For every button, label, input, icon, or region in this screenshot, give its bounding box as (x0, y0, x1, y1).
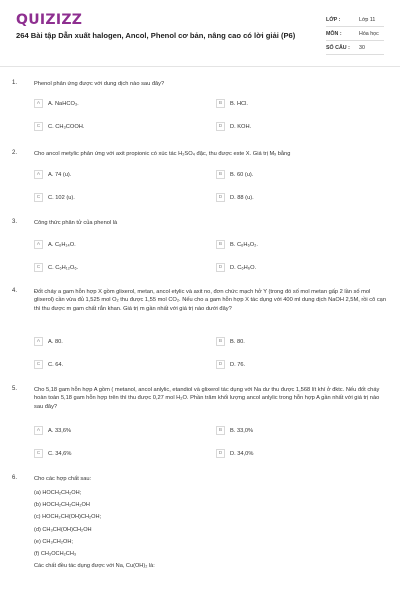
option-d[interactable] (216, 359, 245, 370)
option-text: D. KOH. (230, 123, 252, 130)
question-number: 6. (12, 475, 18, 481)
header-divider (0, 66, 400, 67)
meta-value: 30 (359, 45, 365, 51)
list-item: Các chất đều tác dụng được với Na, Cu(OH)₂ là: (34, 563, 155, 570)
option-letter-box: A (34, 426, 43, 435)
document-header (0, 0, 400, 62)
option-letter-box: A (34, 99, 43, 108)
question-text: Cho 5,18 gam hỗn hợp A gồm ( metanol, ancol anlylic, etandiol và glixerol tác dụng với Na dư thu được 1,568 lít khí ở đktc. Nếu đốt cháy hoàn toàn 5,18 gam hỗn hợp trên thì thu được 0,27 mol H₂O. Phần trăm khối lượng ancol anlylic trong hỗn hợp A gần nhất với giá trị nào sau đây? (34, 387, 380, 410)
option-text: C. 102 (u). (48, 194, 75, 201)
option-letter-box: D (216, 263, 225, 272)
option-text: D. 76. (230, 361, 246, 368)
document-title: 264 Bài tập Dẫn xuất halogen, Ancol, Phenol cơ bản, nâng cao có lời giải (P6) (16, 31, 296, 40)
option-a[interactable] (34, 239, 76, 250)
compound-list (34, 490, 155, 575)
option-letter-box: C (34, 263, 43, 272)
list-item: (c) HOCH₂CH(OH)CH₂OH; (34, 514, 102, 521)
option-text: C. CH₃COOH. (48, 123, 85, 130)
question-number: 5. (12, 386, 18, 392)
option-c[interactable] (34, 262, 78, 273)
option-d[interactable] (216, 448, 253, 459)
option-letter-box: B (216, 240, 225, 249)
option-letter-box: B (216, 337, 225, 346)
option-letter-box: C (34, 122, 43, 131)
option-letter-box: C (34, 360, 43, 369)
question-text: Đốt cháy a gam hỗn hợp X gồm glixerol, metan, ancol etylic và axit no, đơn chức mạch hở Y (trong đó số mol metan gấp 2 lần số mol glixerol) cần vừa đủ 1,525 mol O₂ thu được 1,55 mol CO₂. Nếu cho a gam hỗn hợp X tác dụng với 400 ml dung dịch NaOH 2,5M, rồi cô cạn thì thu được m gam chất rắn khan. Giá trị m gần nhất với giá trị nào dưới đây? (34, 289, 387, 312)
option-text: A. 33,6% (48, 427, 72, 434)
question-number: 3. (12, 219, 18, 225)
option-letter-box: D (216, 193, 225, 202)
option-text: D. 34,0% (230, 450, 254, 457)
option-b[interactable] (216, 425, 253, 436)
option-letter-box: C (34, 193, 43, 202)
option-c[interactable] (34, 448, 71, 459)
option-letter-box: D (216, 449, 225, 458)
option-letter-box: D (216, 122, 225, 131)
option-text: A. 80. (48, 338, 63, 345)
option-b[interactable] (216, 98, 248, 109)
option-text: B. C₆H₆O₂. (230, 241, 258, 248)
meta-row-subject (326, 28, 384, 41)
option-b[interactable] (216, 336, 245, 347)
question-text: Cho các hợp chất sau: (34, 476, 92, 482)
meta-row-grade (326, 14, 384, 27)
meta-key: MÔN : (326, 31, 342, 37)
option-c[interactable] (34, 121, 84, 132)
option-c[interactable] (34, 359, 63, 370)
list-item: (a) HOCH₂CH₂OH; (34, 490, 82, 496)
option-d[interactable] (216, 192, 254, 203)
meta-value: Hóa học (359, 31, 379, 37)
question-number: 2. (12, 150, 18, 156)
list-item: (f) CH₃OCH₂CH₃ (34, 550, 77, 557)
option-letter-box: B (216, 99, 225, 108)
question-text: Công thức phân tử của phenol là (34, 220, 118, 226)
option-letter-box: A (34, 337, 43, 346)
option-text: D. 88 (u). (230, 194, 254, 201)
question-number: 1. (12, 80, 18, 86)
meta-row-count (326, 42, 384, 55)
question-text: Cho ancol metylic phản ứng với axit propionic có xúc tác H₂SO₄ đặc, thu được este X. Giá trị Mₓ bằng (34, 151, 291, 157)
option-a[interactable] (34, 425, 71, 436)
list-item: (d) CH₃CH(OH)CH₂OH (34, 526, 92, 533)
quizizz-logo: QUIZIZZ (16, 12, 83, 28)
option-letter-box: B (216, 170, 225, 179)
meta-key: LỚP : (326, 17, 341, 23)
meta-key: SỐ CÂU : (326, 45, 350, 51)
list-item: (e) CH₃CH₂OH; (34, 538, 73, 545)
meta-value: Lớp 11 (359, 17, 376, 23)
option-a[interactable] (34, 336, 63, 347)
option-text: D. C₆H₆O. (230, 264, 257, 271)
option-letter-box: A (34, 240, 43, 249)
option-text: C. 64. (48, 361, 64, 368)
option-text: B. 80. (230, 338, 245, 345)
option-b[interactable] (216, 169, 253, 180)
option-a[interactable] (34, 169, 71, 180)
option-c[interactable] (34, 192, 75, 203)
option-text: B. HCl. (230, 100, 249, 107)
option-text: A. 74 (u). (48, 171, 72, 178)
option-letter-box: D (216, 360, 225, 369)
option-text: A. NaHCO₃. (48, 100, 79, 107)
option-letter-box: C (34, 449, 43, 458)
list-item: (b) HOCH₂CH₂CH₂OH (34, 502, 90, 509)
option-letter-box: B (216, 426, 225, 435)
option-d[interactable] (216, 121, 251, 132)
option-a[interactable] (34, 98, 79, 109)
option-text: C. C₆H₁₂O₆. (48, 264, 79, 271)
option-text: B. 33,0% (230, 427, 254, 434)
option-text: A. C₆H₁₄O. (48, 241, 76, 248)
option-letter-box: A (34, 170, 43, 179)
question-text: Phenol phản ứng được với dung dịch nào sau đây? (34, 81, 165, 87)
meta-table (326, 14, 384, 56)
option-d[interactable] (216, 262, 256, 273)
option-b[interactable] (216, 239, 258, 250)
option-text: C. 34,6% (48, 450, 72, 457)
question-number: 4. (12, 288, 18, 294)
option-text: B. 60 (u). (230, 171, 254, 178)
